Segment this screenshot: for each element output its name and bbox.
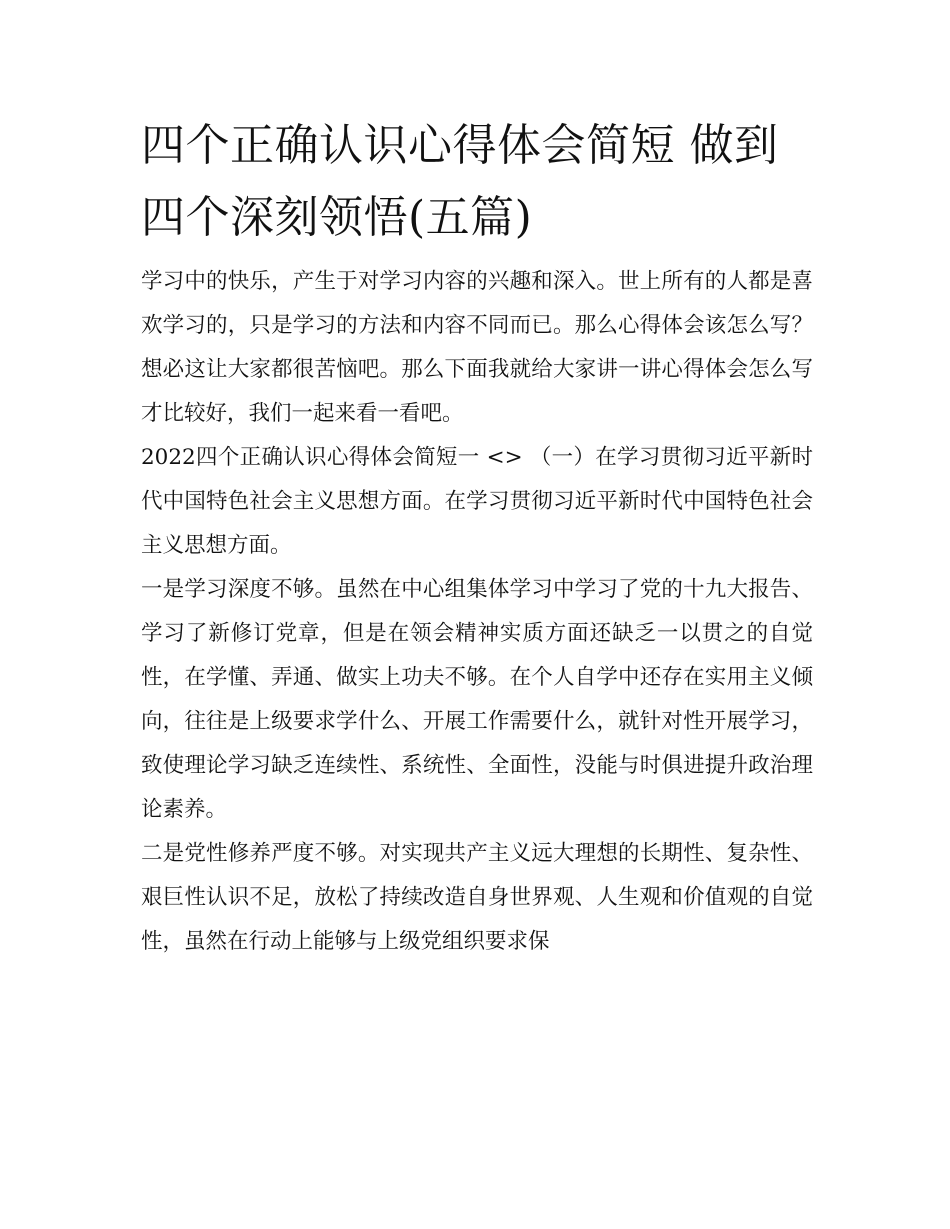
paragraph-section-one: 2022四个正确认识心得体会简短一 <> （一）在学习贯彻习近平新时代中国特色社会主义思想方面。在学习贯彻习近平新时代中国特色社会主义思想方面。 [141, 445, 813, 558]
paragraph-point-two: 二是党性修养严度不够。对实现共产主义远大理想的长期性、复杂性、艰巨性认识不足，放松了持续改造自身世界观、人生观和价值观的自觉性，虽然在行动上能够与上级党组织要求保 [141, 841, 813, 954]
paragraph-intro: 学习中的快乐，产生于对学习内容的兴趣和深入。世上所有的人都是喜欢学习的，只是学习的方法和内容不同而已。那么心得体会该怎么写？想必这让大家都很苦恼吧。那么下面我就给大家讲一讲心得体会怎么写才比较好，我们一起来看一看吧。 [141, 269, 813, 426]
document-content [141, 110, 813, 964]
document-title: 四个正确认识心得体会简短 做到四个深刻领悟(五篇) [141, 120, 779, 243]
paragraph-point-one: 一是学习深度不够。虽然在中心组集体学习中学习了党的十九大报告、学习了新修订党章，但是在领会精神实质方面还缺乏一以贯之的自觉性，在学懂、弄通、做实上功夫不够。在个人自学中还存在实用主义倾向，往往是上级要求学什么、开展工作需要什么，就针对性开展学习，致使理论学习缺乏连续性、系统性、全面性，没能与时俱进提升政治理论素养。 [141, 577, 813, 822]
